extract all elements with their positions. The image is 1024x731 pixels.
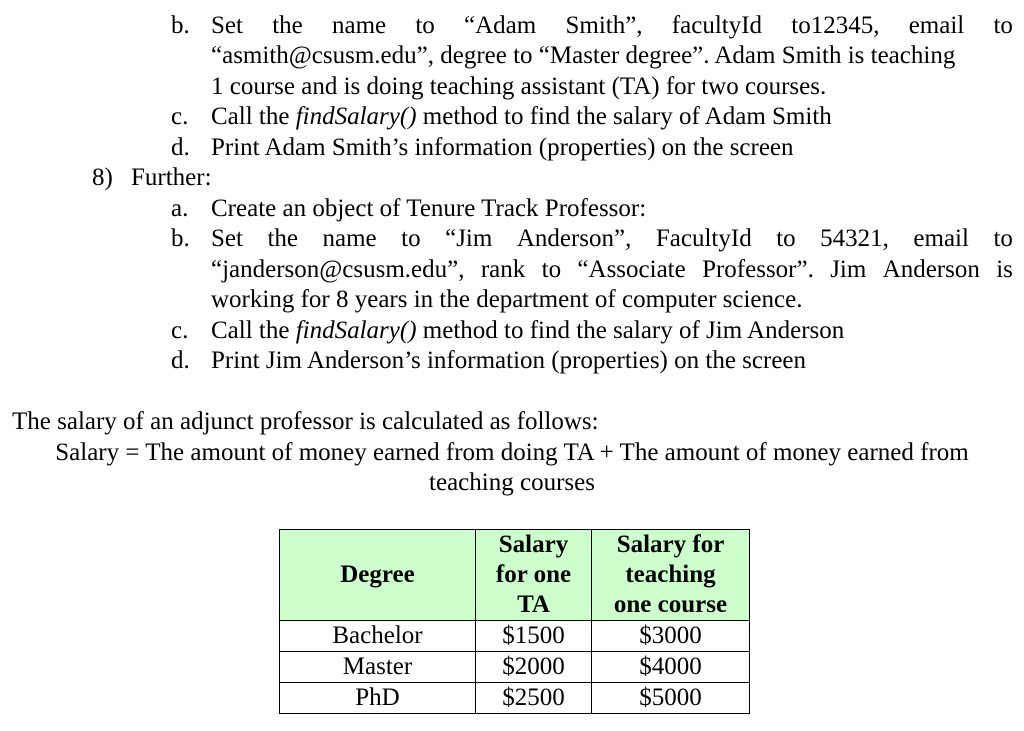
item-d-label: d.: [171, 134, 190, 161]
cell-course-salary: $4000: [592, 652, 750, 683]
item-b-label: b.: [171, 12, 190, 39]
item-b-line-1: [211, 11, 1013, 41]
item-c2-text: [211, 316, 844, 346]
item-c-after: method to find the salary of Adam Smith: [416, 103, 832, 130]
word: name: [331, 12, 387, 39]
word: “Adam: [464, 12, 537, 39]
item-c2-label: c.: [171, 317, 189, 344]
word: to: [993, 12, 1013, 39]
word: the: [272, 12, 303, 39]
item-b-line-3: 1 course and is doing teaching assistant (TA) for two courses.: [211, 73, 827, 100]
word: 54321,: [820, 225, 889, 252]
salary-table: [279, 529, 750, 714]
word: name: [322, 225, 377, 252]
word: to: [415, 12, 435, 39]
header-salary-course: [592, 530, 750, 621]
cell-course-salary: $3000: [592, 621, 750, 652]
word: Set: [211, 225, 243, 252]
word: to: [401, 225, 421, 252]
word: rank: [480, 256, 526, 283]
header-line: one course: [613, 591, 728, 618]
table-header-row: [280, 530, 750, 621]
word: Anderson: [882, 256, 980, 283]
table-row: [280, 621, 750, 652]
table-row: [280, 652, 750, 683]
header-salary-ta: [476, 530, 592, 621]
word: to: [993, 225, 1013, 252]
item-b2-line-2: [211, 255, 1013, 285]
word: the: [267, 225, 298, 252]
salary-formula-line-1: Salary = The amount of money earned from doing TA + The amount of money earned from: [55, 439, 969, 466]
header-line: for one: [495, 561, 572, 588]
cell-course-salary: $5000: [592, 683, 750, 714]
method-name: findSalary(): [295, 103, 417, 130]
cell-ta-salary: $2000: [476, 652, 592, 683]
header-line: TA: [517, 591, 550, 618]
header-line: teaching: [625, 561, 716, 588]
item-b-line-2: “asmith@csusm.edu”, degree to “Master degree”. Adam Smith is teaching: [211, 42, 956, 69]
item-c-before: Call the: [211, 103, 296, 130]
cell-ta-salary: $1500: [476, 621, 592, 652]
item-c-label: c.: [171, 103, 189, 130]
word: “Jim: [445, 225, 493, 252]
header-line: Salary: [498, 531, 569, 558]
word: is: [996, 256, 1013, 283]
cell-degree: Master: [280, 652, 476, 683]
word: Jim: [830, 256, 867, 283]
item-d2-label: d.: [171, 347, 190, 374]
cell-ta-salary: $2500: [476, 683, 592, 714]
word: Set: [211, 12, 243, 39]
word: email: [908, 12, 965, 39]
word: “janderson@csusm.edu”,: [211, 256, 465, 283]
word: email: [913, 225, 969, 252]
word: Anderson”,: [516, 225, 632, 252]
word: “Associate: [577, 256, 686, 283]
word: to: [776, 225, 796, 252]
word: to12345,: [791, 12, 880, 39]
word: FacultyId: [655, 225, 752, 252]
cell-degree: Bachelor: [280, 621, 476, 652]
step-8-label: 8): [92, 164, 113, 191]
word: facultyId: [671, 12, 763, 39]
step-8-text: Further:: [131, 164, 212, 191]
word: to: [541, 256, 562, 283]
header-line: Salary for: [616, 531, 725, 558]
item-d2-text: Print Jim Anderson’s information (properties) on the screen: [211, 347, 807, 374]
word: Professor”.: [702, 256, 814, 283]
item-a2-label: a.: [171, 195, 189, 222]
item-b2-label: b.: [171, 225, 190, 252]
header-degree: Degree: [280, 530, 476, 621]
salary-intro: The salary of an adjunct professor is calculated as follows:: [12, 408, 599, 435]
salary-formula-line-2: teaching courses: [429, 469, 595, 496]
table-row: [280, 683, 750, 714]
item-b2-line-1: [211, 224, 1013, 254]
item-c2-after: method to find the salary of Jim Anderson: [416, 317, 845, 344]
item-c2-before: Call the: [211, 317, 296, 344]
item-c-text: [211, 102, 832, 132]
cell-degree: PhD: [280, 683, 476, 714]
item-b2-line-3: working for 8 years in the department of computer science.: [211, 286, 803, 313]
method-name: findSalary(): [295, 317, 417, 344]
item-a2-text: Create an object of Tenure Track Professor:: [211, 195, 647, 222]
item-d-text: Print Adam Smith’s information (properties) on the screen: [211, 134, 794, 161]
word: Smith”,: [565, 12, 643, 39]
